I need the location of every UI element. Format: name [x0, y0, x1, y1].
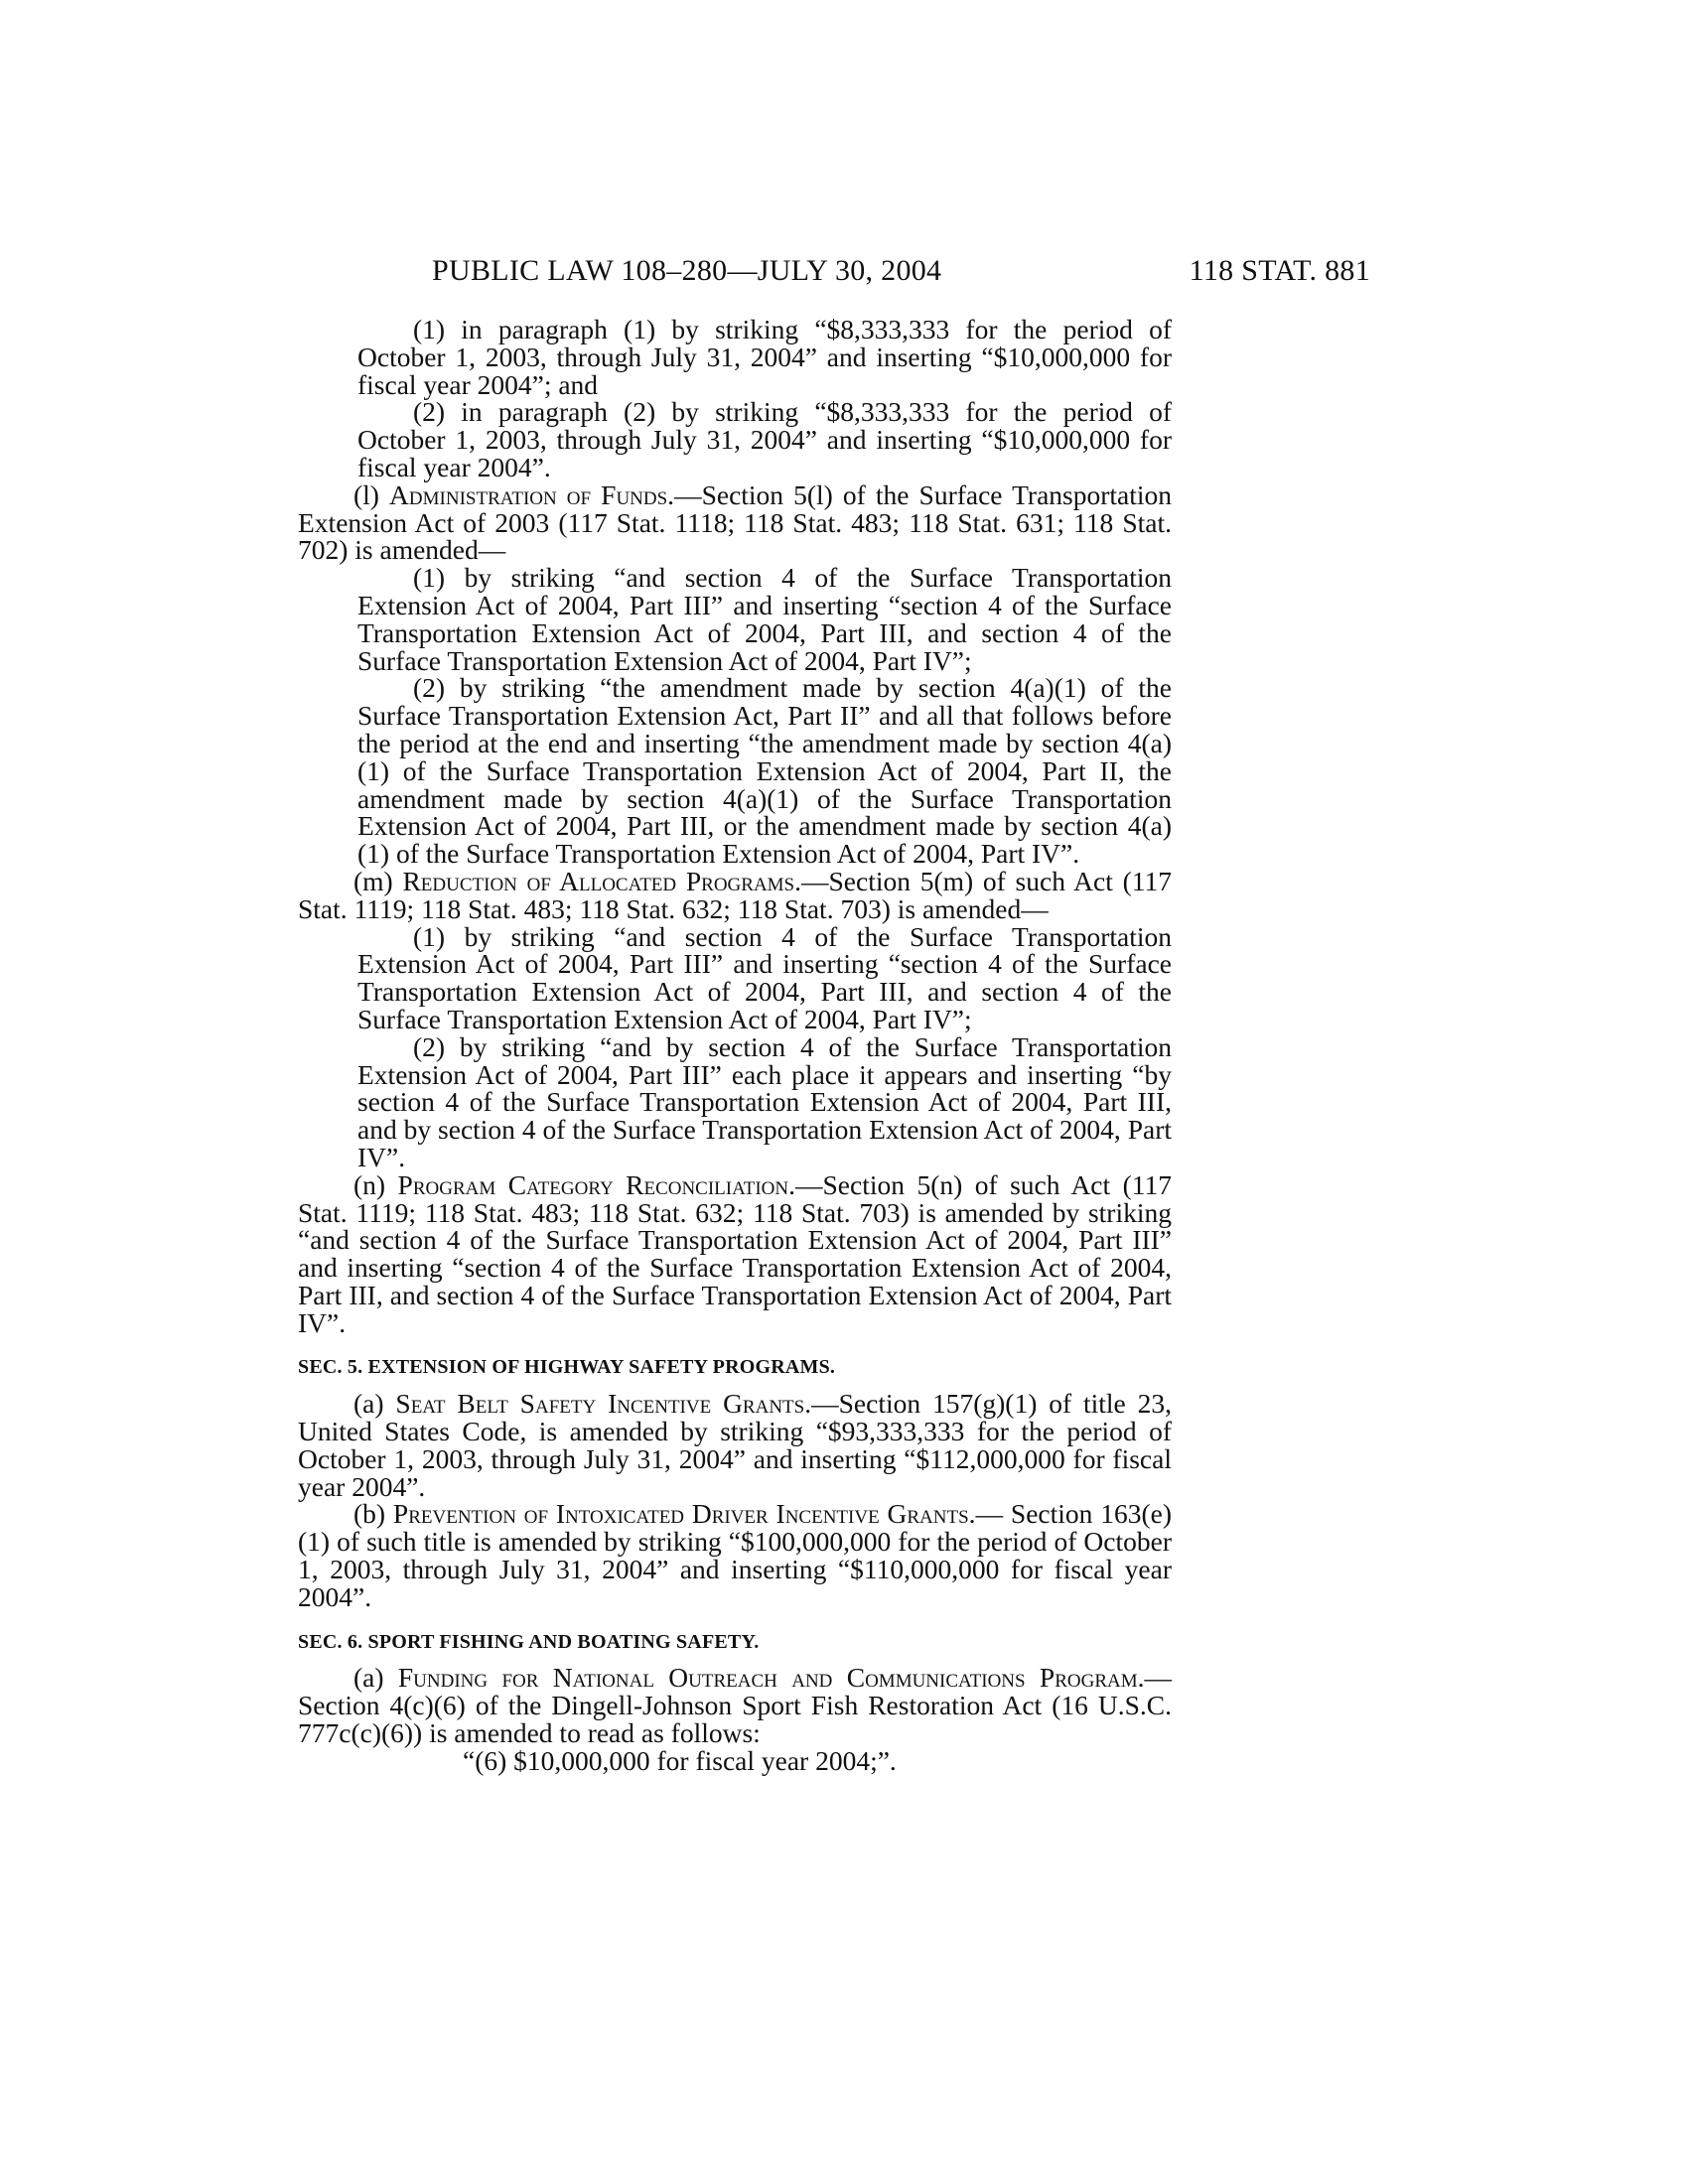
subsection-n-body: —Section 5(n) of such Act (117 Stat. 1119; 118 Stat. 483; 118 Stat. 632; 118 Stat. 703) is amended by striking “and section 4 of the Surface Transportation Extension Act of 2004, Part III” and inserting “section 4 of the Surface Transportation Extension Act of 2004, Part III, and section 4 of the Surface Transportation Extension Act of 2004, Part IV”.: [298, 1168, 1172, 1338]
section-5-b-label: (b): [353, 1498, 386, 1530]
page-header: [298, 254, 1370, 294]
subsection-m: [298, 865, 1172, 924]
section-5-subsection-b: [298, 1500, 1172, 1610]
section-5-a-body: —Section 157(g)(1) of title 23, United States Code, is amended by striking “$93,333,333 for the period of October 1, 2003, through July 31, 2004” and inserting “$112,000,000 for fiscal year 2004”.: [298, 1388, 1173, 1502]
m-paragraph-2: (2) by striking “and by section 4 of the Surface Transportation Extension Act of 2004, Part III” each place it appears and inserting “by section 4 of the Surface Transportation Extension Act of 2004, Part III, and by section 4 of the Surface Transportation Extension Act of 2004, Part IV”.: [357, 1030, 1172, 1172]
subsection-m-label: (m): [353, 865, 393, 896]
section-5-a-heading: Seat Belt Safety Incentive Grants.: [395, 1388, 812, 1420]
subsection-l: [298, 478, 1173, 566]
section-5-heading: SEC. 5. EXTENSION OF HIGHWAY SAFETY PROGRAMS.: [298, 1356, 836, 1379]
subsection-l-label: (l): [353, 478, 379, 510]
section-5-subsection-a: [298, 1390, 1172, 1500]
subsection-l-heading: Administration of Funds.: [389, 478, 675, 510]
subsection-n-heading: Program Category Reconciliation.: [397, 1168, 795, 1200]
m-paragraph-1: (1) by striking “and section 4 of the Surface Transportation Extension Act of 2004, Part III” and inserting “section 4 of the Surface Transportation Extension Act of 2004, Part III, and section 4 of the Surface Transportation Extension Act of 2004, Part IV”;: [357, 920, 1172, 1034]
section-6-a-label: (a): [353, 1662, 384, 1694]
section-6-subsection-a: [298, 1662, 1173, 1749]
section-5-a-label: (a): [353, 1388, 384, 1420]
section-6-quoted-text: “(6) $10,000,000 for fiscal year 2004;”.: [463, 1744, 897, 1776]
subsection-n-label: (n): [353, 1168, 386, 1200]
section-5-b-heading: Prevention of Intoxicated Driver Incentive Grants.: [392, 1498, 976, 1530]
section-6-a-heading: Funding for National Outreach and Communications Program.: [397, 1662, 1145, 1694]
l-paragraph-1: (1) by striking “and section 4 of the Surface Transportation Extension Act of 2004, Part III” and inserting “section 4 of the Surface Transportation Extension Act of 2004, Part III, and section 4 of the Surface Transportation Extension Act of 2004, Part IV”;: [357, 562, 1172, 676]
subsection-m-intro: —Section 5(m) of such Act (117 Stat. 1119; 118 Stat. 483; 118 Stat. 632; 118 Stat. 703) is amended—: [298, 865, 1172, 924]
subsection-n: [298, 1168, 1172, 1338]
section-6-heading: SEC. 6. SPORT FISHING AND BOATING SAFETY.: [298, 1630, 760, 1653]
document-body: [298, 316, 1172, 1775]
k-paragraph-1: (1) in paragraph (1) by striking “$8,333,333 for the period of October 1, 2003, through July 31, 2004” and inserting “$10,000,000 for fiscal year 2004”; and: [357, 314, 1172, 400]
k-paragraph-2: (2) in paragraph (2) by striking “$8,333,333 for the period of October 1, 2003, through July 31, 2004” and inserting “$10,000,000 for fiscal year 2004”.: [357, 396, 1172, 482]
running-title: PUBLIC LAW 108–280—JULY 30, 2004: [432, 254, 942, 287]
section-6-a-body: —Section 4(c)(6) of the Dingell-Johnson Sport Fish Restoration Act (16 U.S.C. 777c(c)(6)) is amended to read as follows:: [298, 1662, 1173, 1749]
section-5-b-body: — Section 163(e)(1) of such title is amended by striking “$100,000,000 for the period of October 1, 2003, through July 31, 2004” and inserting “$110,000,000 for fiscal year 2004”.: [298, 1498, 1172, 1612]
l-paragraph-2: (2) by striking “the amendment made by section 4(a)(1) of the Surface Transportation Extension Act, Part II” and all that follows before the period at the end and inserting “the amendment made by section 4(a)(1) of the Surface Transportation Extension Act of 2004, Part II, the amendment made by section 4(a)(1) of the Surface Transportation Extension Act of 2004, Part III, or the amendment made by section 4(a)(1) of the Surface Transportation Extension Act of 2004, Part IV”.: [357, 672, 1172, 870]
subsection-l-intro: —Section 5(l) of the Surface Transportation Extension Act of 2003 (117 Stat. 1118; 118 Stat. 483; 118 Stat. 631; 118 Stat. 702) is amended—: [298, 478, 1173, 566]
subsection-m-heading: Reduction of Allocated Programs.: [402, 865, 802, 896]
stat-page-number: 118 STAT. 881: [1189, 254, 1370, 287]
